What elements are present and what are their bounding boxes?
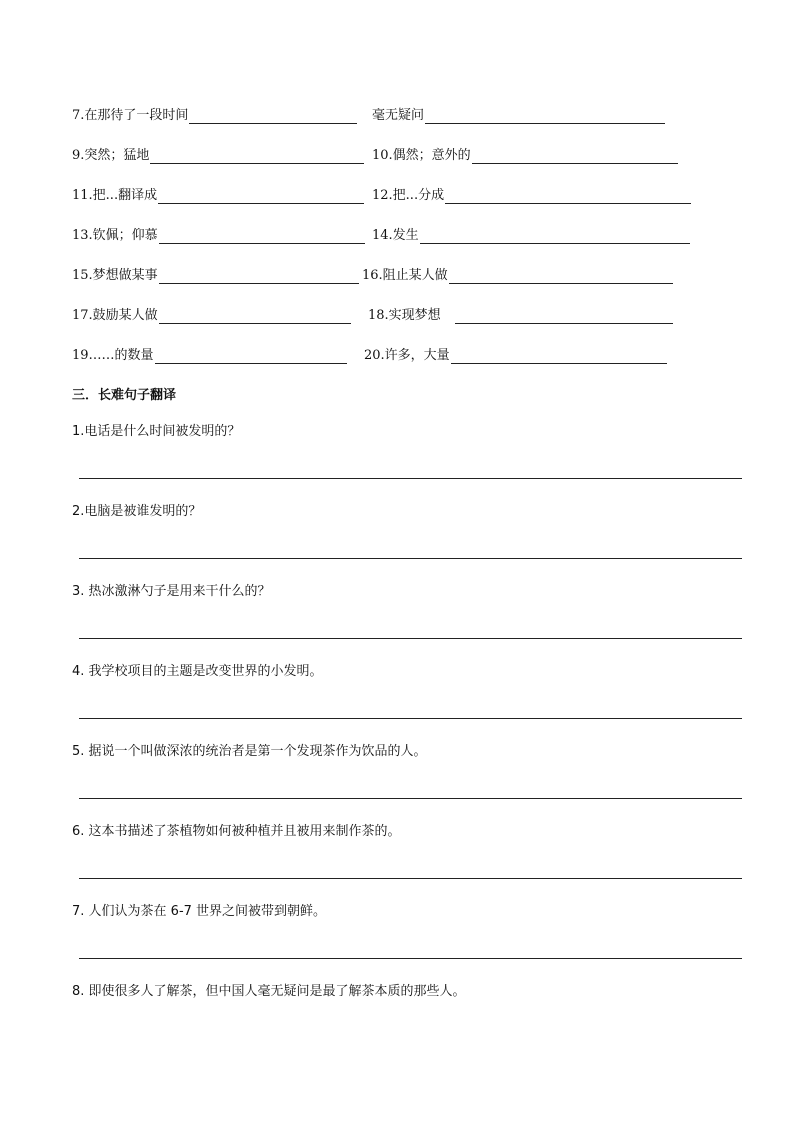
- vocab-prompt: 毫无疑问: [372, 108, 425, 123]
- vocab-item: [372, 228, 690, 244]
- vocab-prompt: 10.偶然；意外的: [372, 148, 471, 163]
- vocab-prompt: 19……的数量: [72, 348, 154, 363]
- answer-line[interactable]: [79, 718, 742, 719]
- translation-question: 1.电话是什么时间被发明的？: [72, 424, 241, 439]
- vocab-item: [72, 268, 359, 284]
- vocab-prompt: 15.梦想做某事: [72, 268, 158, 283]
- vocab-item: [72, 108, 357, 124]
- vocab-prompt: 17.鼓励某人做: [72, 308, 158, 323]
- vocab-prompt: 12.把...分成: [372, 188, 445, 203]
- vocab-row: [72, 142, 712, 164]
- vocab-prompt: 16.阻止某人做: [362, 268, 448, 283]
- vocab-item: [72, 188, 364, 204]
- answer-blank[interactable]: [455, 309, 673, 324]
- vocab-row: [72, 302, 712, 324]
- answer-blank[interactable]: [159, 309, 351, 324]
- vocab-row: [72, 222, 712, 244]
- translation-question: 6. 这本书描述了茶植物如何被种植并且被用来制作茶的。: [72, 824, 401, 839]
- answer-blank[interactable]: [472, 149, 678, 164]
- answer-blank[interactable]: [155, 349, 347, 364]
- translation-question: 2.电脑是被谁发明的？: [72, 504, 202, 519]
- vocab-item: [372, 108, 665, 124]
- vocab-row: [72, 182, 712, 204]
- answer-line[interactable]: [79, 478, 742, 479]
- vocab-item: [372, 188, 691, 204]
- answer-blank[interactable]: [189, 109, 357, 124]
- vocab-item: [372, 148, 678, 164]
- translation-question: 8. 即使很多人了解茶，但中国人毫无疑问是最了解茶本质的那些人。: [72, 984, 466, 999]
- vocab-prompt: 9.突然；猛地: [72, 148, 150, 163]
- answer-line[interactable]: [79, 558, 742, 559]
- vocab-item: [72, 308, 351, 324]
- answer-blank[interactable]: [150, 149, 364, 164]
- answer-blank[interactable]: [420, 229, 690, 244]
- translation-question: 3. 热冰激淋勺子是用来干什么的？: [72, 584, 271, 599]
- vocab-item: [368, 308, 673, 324]
- answer-line[interactable]: [79, 638, 742, 639]
- vocab-prompt: 7.在那待了一段时间: [72, 108, 189, 123]
- answer-blank[interactable]: [425, 109, 665, 124]
- translation-question: 4. 我学校项目的主题是改变世界的小发明。: [72, 664, 323, 679]
- answer-blank[interactable]: [445, 189, 691, 204]
- vocab-item: [72, 228, 365, 244]
- vocab-prompt: 11.把...翻译成: [72, 188, 158, 203]
- answer-blank[interactable]: [449, 269, 673, 284]
- vocab-prompt: 18.实现梦想: [368, 308, 441, 323]
- answer-blank[interactable]: [158, 189, 364, 204]
- vocab-row: [72, 342, 712, 364]
- answer-blank[interactable]: [159, 269, 359, 284]
- answer-blank[interactable]: [159, 229, 365, 244]
- answer-line[interactable]: [79, 798, 742, 799]
- vocab-item: [72, 348, 347, 364]
- vocab-item: [364, 348, 667, 364]
- translation-question: 7. 人们认为茶在 6-7 世界之间被带到朝鲜。: [72, 904, 327, 919]
- answer-blank[interactable]: [451, 349, 667, 364]
- vocab-item: [72, 148, 364, 164]
- vocab-prompt: 14.发生: [372, 228, 419, 243]
- vocab-row: [72, 262, 712, 284]
- vocab-prompt: 13.钦佩；仰慕: [72, 228, 158, 243]
- vocab-row: [72, 102, 712, 124]
- vocab-prompt: 20.许多，大量: [364, 348, 450, 363]
- translation-question: 5. 据说一个叫做深浓的统治者是第一个发现茶作为饮品的人。: [72, 744, 427, 759]
- vocab-item: [362, 268, 673, 284]
- answer-line[interactable]: [79, 878, 742, 879]
- answer-line[interactable]: [79, 958, 742, 959]
- section-title: 三．长难句子翻译: [72, 388, 177, 403]
